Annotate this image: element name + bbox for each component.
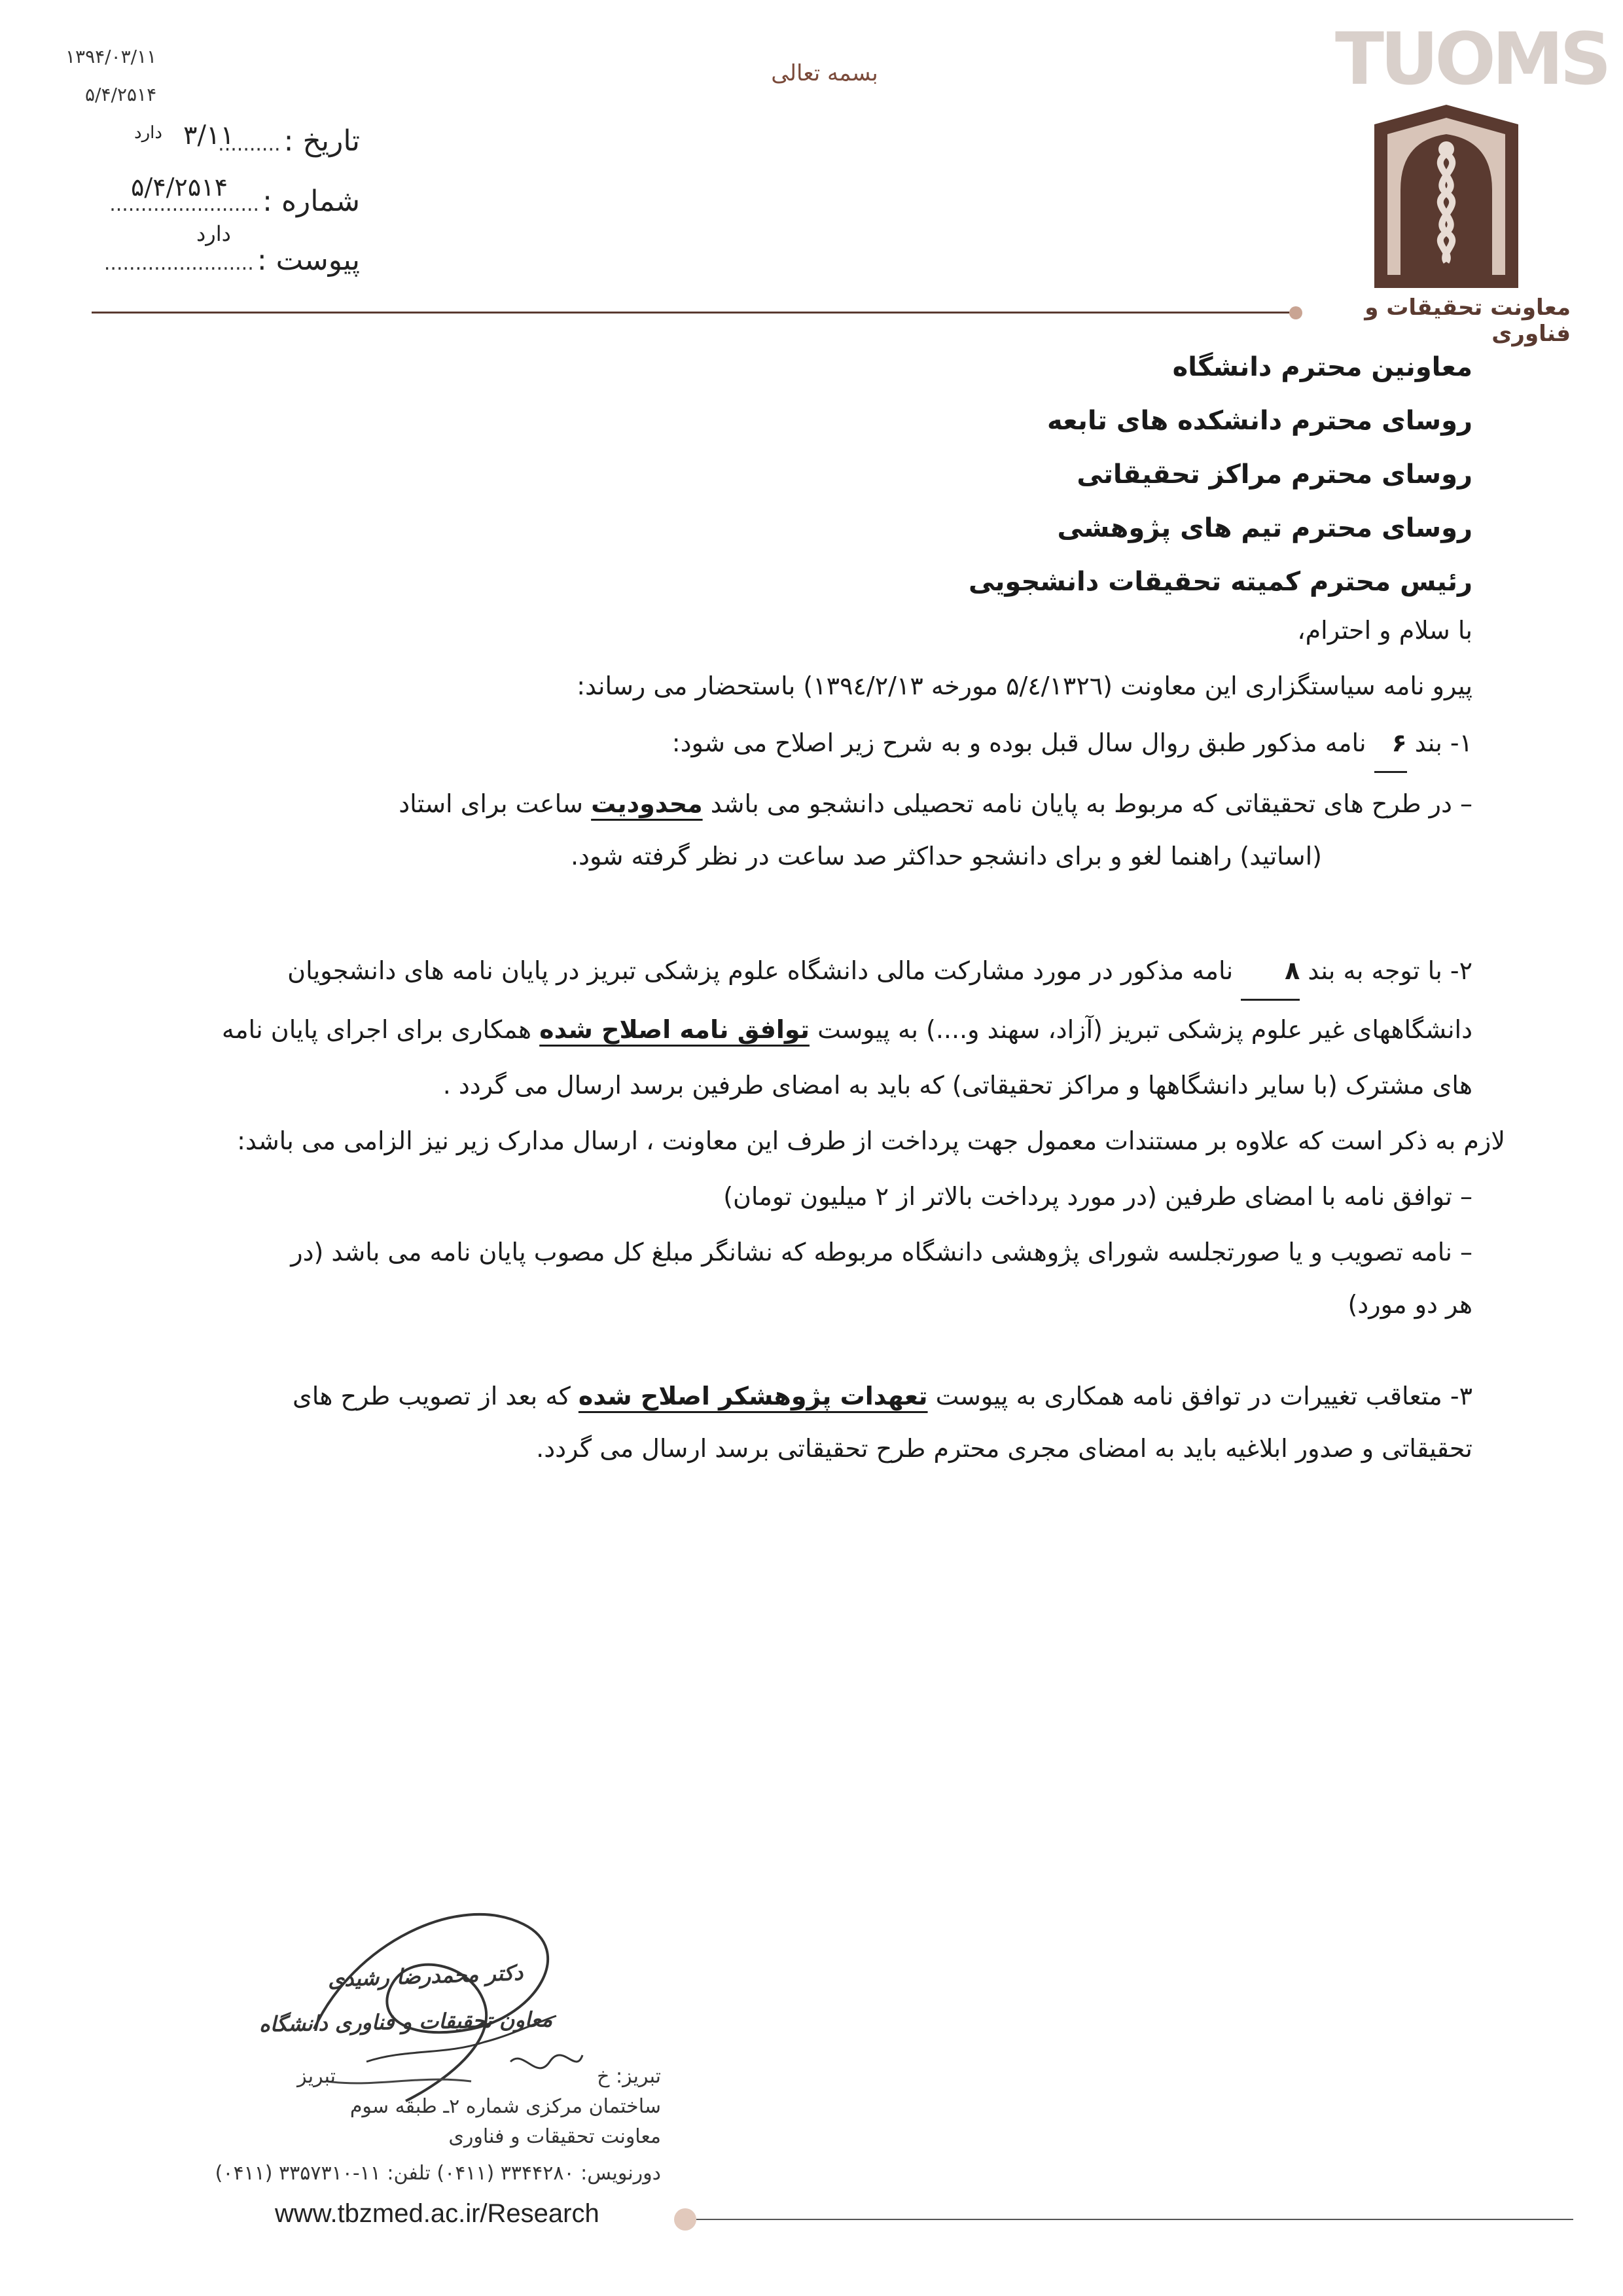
attachment-value: دارد <box>196 221 231 246</box>
note-item-2-line1: – نامه تصویب و یا صورتجلسه شورای پژوهشی دانشگاه مربوطه که نشانگر مبلغ کل مصوب پایان نامه می باشد (در <box>291 1238 1472 1266</box>
header-title: بسمه تعالی <box>771 60 878 86</box>
item-1-sub-line2: (اساتید) راهنما لغو و برای دانشجو حداکثر صد ساعت در نظر گرفته شود. <box>570 842 1322 870</box>
greeting: با سلام و احترام، <box>1297 616 1472 645</box>
website-link[interactable]: www.tbzmed.ac.ir/Research <box>275 2199 599 2228</box>
logo-watermark-text: TUOMS <box>1335 17 1608 101</box>
date-dots: .......... <box>218 133 281 156</box>
address-city-2: تبریز <box>297 2065 336 2088</box>
item-3-line1 <box>157 1368 1472 1424</box>
item-2-text: نامه مذکور در مورد مشارکت مالی دانشگاه علوم پزشکی تبریز در پایان نامه های دانشجویان <box>287 956 1234 985</box>
item-1-sub-underlined: محدودیت <box>591 789 703 818</box>
item-2-line3: های مشترک (با سایر دانشگاهها و مراکز تحقیقاتی) که باید به امضای طرفین برسد ارسال می گردد . <box>442 1071 1472 1100</box>
footer-address <box>92 2062 661 2189</box>
number-dots: ........................ <box>109 193 260 216</box>
address-line-1 <box>92 2062 661 2092</box>
recipient-line: روسای محترم دانشکده های تابعه <box>1047 406 1472 436</box>
attachment-dots: ........................ <box>103 252 254 275</box>
fax-phone-line: دورنویس: ۳۳۴۴۲۸۰ (۰۴۱۱) تلفن: ۱۱-۳۳۵۷۳۱۰ (۰۴۱۱) <box>215 2162 661 2185</box>
item-1-clause-number: ۶ <box>1374 715 1407 773</box>
logo-emblem-icon <box>1322 20 1571 295</box>
recipients-list <box>969 340 1472 609</box>
attachment-label: پیوست : <box>257 243 360 277</box>
date-value: ۳/۱۱ <box>183 120 234 151</box>
item-2-line2 <box>157 1001 1472 1058</box>
recipient-line: روسای محترم تیم های پژوهشی <box>1057 513 1472 543</box>
recipient-line: روسای محترم مراکز تحقیقاتی <box>1077 459 1472 490</box>
header-divider <box>92 312 1289 314</box>
item-2-underlined: توافق نامه اصلاح شده <box>539 1015 810 1044</box>
item-1-sub-text: – در طرح های تحقیقاتی که مربوط به پایان نامه تحصیلی دانشجو می باشد <box>710 789 1472 818</box>
top-date-note: ۱۳۹۴/۰۳/۱۱ <box>65 46 157 67</box>
item-1-sub-text-end: ساعت برای استاد <box>399 789 584 818</box>
item-1-prefix: ۱- بند <box>1414 728 1472 757</box>
number-row <box>92 185 360 218</box>
item-1-sub <box>157 776 1472 832</box>
item-2-line1 <box>157 942 1472 1001</box>
item-2-line2-text: دانشگاههای غیر علوم پزشکی تبریز (آزاد، سهند و....) به پیوست <box>817 1015 1472 1044</box>
department-label: معاونت تحقیقات و فناوری <box>1364 295 1571 347</box>
note-item-1: – توافق نامه با امضای طرفین (در مورد پرداخت بالاتر از ۲ میلیون تومان) <box>723 1182 1472 1211</box>
top-number-note: ۵/۴/۲۵۱۴ <box>85 84 157 105</box>
stamp-title: معاون تحقیقات و فناوری دانشگاه <box>259 2007 553 2037</box>
address-city: تبریز: خ <box>597 2065 661 2088</box>
item-3-text: ۳- متعاقب تغییرات در توافق نامه همکاری به پیوست <box>935 1382 1472 1410</box>
date-hand-note: دارد <box>134 123 162 143</box>
item-3-underlined: تعهدات پژوهشکر اصلاح شده <box>578 1382 928 1410</box>
stamp-name: دکتر محمدرضا رشیدی <box>327 1960 524 1992</box>
recipient-line: رئیس محترم کمیته تحقیقات دانشجویی <box>968 567 1472 597</box>
footer-dot <box>674 2208 696 2231</box>
intro-paragraph: پیرو نامه سیاستگزاری این معاونت (۵/٤/۱۳۲٦ مورخه ۱۳۹٤/۲/۱۳) باستحضار می رساند: <box>577 672 1472 700</box>
attachment-row <box>92 243 360 277</box>
address-line-2: ساختمان مرکزی شماره ۲ـ طبقه سوم <box>349 2095 661 2118</box>
divider-dot <box>1289 306 1302 319</box>
number-label: شماره : <box>262 185 360 218</box>
item-2-line2-text-end: همکاری برای اجرای پایان نامه <box>221 1015 532 1044</box>
item-3-text-end: که بعد از تصویب طرح های <box>293 1382 571 1410</box>
university-logo <box>1322 17 1608 295</box>
footer-divider <box>696 2219 1573 2220</box>
item-1 <box>294 715 1472 773</box>
date-label: تاریخ : <box>283 124 360 158</box>
note-item-2-line2: هر دو مورد) <box>1347 1290 1472 1319</box>
item-2-clause-number: ۸ <box>1241 942 1300 1001</box>
recipient-line: معاونین محترم دانشگاه <box>1172 352 1472 382</box>
number-value: ۵/۴/۲۵۱۴ <box>131 173 228 202</box>
item-1-text: نامه مذکور طبق روال سال قبل بوده و به شرح زیر اصلاح می شود: <box>671 728 1366 757</box>
address-line-3: معاونت تحقیقات و فناوری <box>448 2125 661 2148</box>
item-2-prefix: ۲- با توجه به بند <box>1308 956 1472 985</box>
item-3-line2: تحقیقاتی و صدور ابلاغیه باید به امضای مجری محترم طرح تحقیقاتی برسد ارسال می گردد. <box>536 1434 1472 1463</box>
note-line: لازم به ذکر است که علاوه بر مستندات معمول جهت پرداخت از طرف این معاونت ، ارسال مدارک زیر نیز الزامی می باشد: <box>237 1126 1505 1155</box>
